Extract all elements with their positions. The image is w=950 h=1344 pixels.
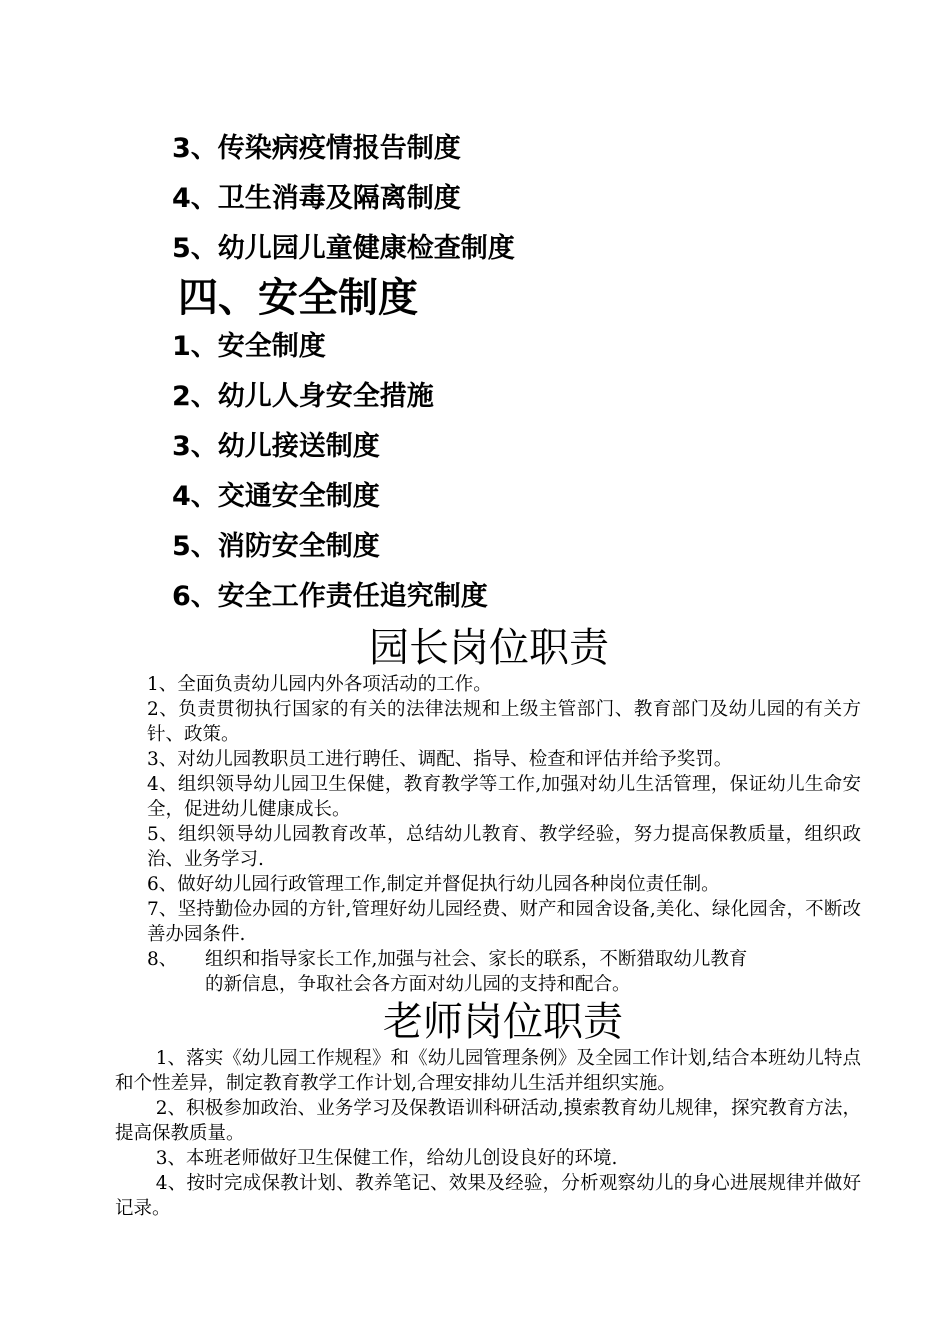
list-item: 5、幼儿园儿童健康检查制度 <box>172 233 515 264</box>
paragraph: 5、组织领导幼儿园教育改革，总结幼儿教育、教学经验，努力提高保教质量，组织政治、业务学习. <box>147 824 861 870</box>
paragraph: 4、组织领导幼儿园卫生保健，教育教学等工作,加强对幼儿生活管理，保证幼儿生命安全，促进幼儿健康成长。 <box>147 774 861 820</box>
list-item: 5、消防安全制度 <box>172 531 380 562</box>
item-text-line: 的新信息，争取社会各方面对幼儿园的支持和配合。 <box>205 974 631 995</box>
paragraph: 6、做好幼儿园行政管理工作,制定并督促执行幼儿园各种岗位责任制。 <box>147 874 720 895</box>
paragraph: 4、按时完成保教计划、教养笔记、效果及经验，分析观察幼儿的身心进展规律并做好记录。 <box>115 1173 861 1219</box>
list-item: 1、安全制度 <box>172 331 326 362</box>
paragraph: 7、坚持勤俭办园的方针,管理好幼儿园经费、财产和园舍设备,美化、绿化园舍，不断改善办园条件. <box>147 899 861 945</box>
paragraph: 3、对幼儿园教职员工进行聘任、调配、指导、检查和评估并给予奖罚。 <box>147 749 733 770</box>
safety-system-list <box>172 326 488 626</box>
teacher-duties-title: 老师岗位职责 <box>383 999 623 1045</box>
paragraph: 1、落实《幼儿园工作规程》和《幼儿园管理条例》及全园工作计划,结合本班幼儿特点和个性差异，制定教育教学工作计划,合理安排幼儿生活并组织实施。 <box>115 1048 861 1094</box>
list-item: 6、安全工作责任追究制度 <box>172 581 488 612</box>
list-item: 3、幼儿接送制度 <box>172 431 380 462</box>
director-duties-title: 园长岗位职责 <box>369 625 609 671</box>
list-item: 3、传染病疫情报告制度 <box>172 133 461 164</box>
paragraph: 1、全面负责幼儿园内外各项活动的工作。 <box>147 674 492 695</box>
section-heading-safety: 四、安全制度 <box>178 275 418 321</box>
item-number: 8、 <box>147 949 178 970</box>
paragraph-item-8 <box>147 947 861 997</box>
list-item: 2、幼儿人身安全措施 <box>172 381 434 412</box>
teacher-duties-body <box>115 1046 861 1221</box>
item-text <box>205 947 859 997</box>
item-text-line: 组织和指导家长工作,加强与社会、家长的联系，不断猎取幼儿教育 <box>205 949 748 970</box>
director-duties-body <box>147 672 861 997</box>
health-system-list <box>172 128 515 278</box>
paragraph: 2、积极参加政治、业务学习及保教语训科研活动,摸索教育幼儿规律，探究教育方法，提高保教质量。 <box>115 1098 861 1144</box>
paragraph: 2、负责贯彻执行国家的有关的法律法规和上级主管部门、教育部门及幼儿园的有关方针、政策。 <box>147 699 861 745</box>
list-item: 4、卫生消毒及隔离制度 <box>172 183 461 214</box>
list-item: 4、交通安全制度 <box>172 481 380 512</box>
paragraph: 3、本班老师做好卫生保健工作，给幼儿创设良好的环境. <box>155 1148 618 1169</box>
